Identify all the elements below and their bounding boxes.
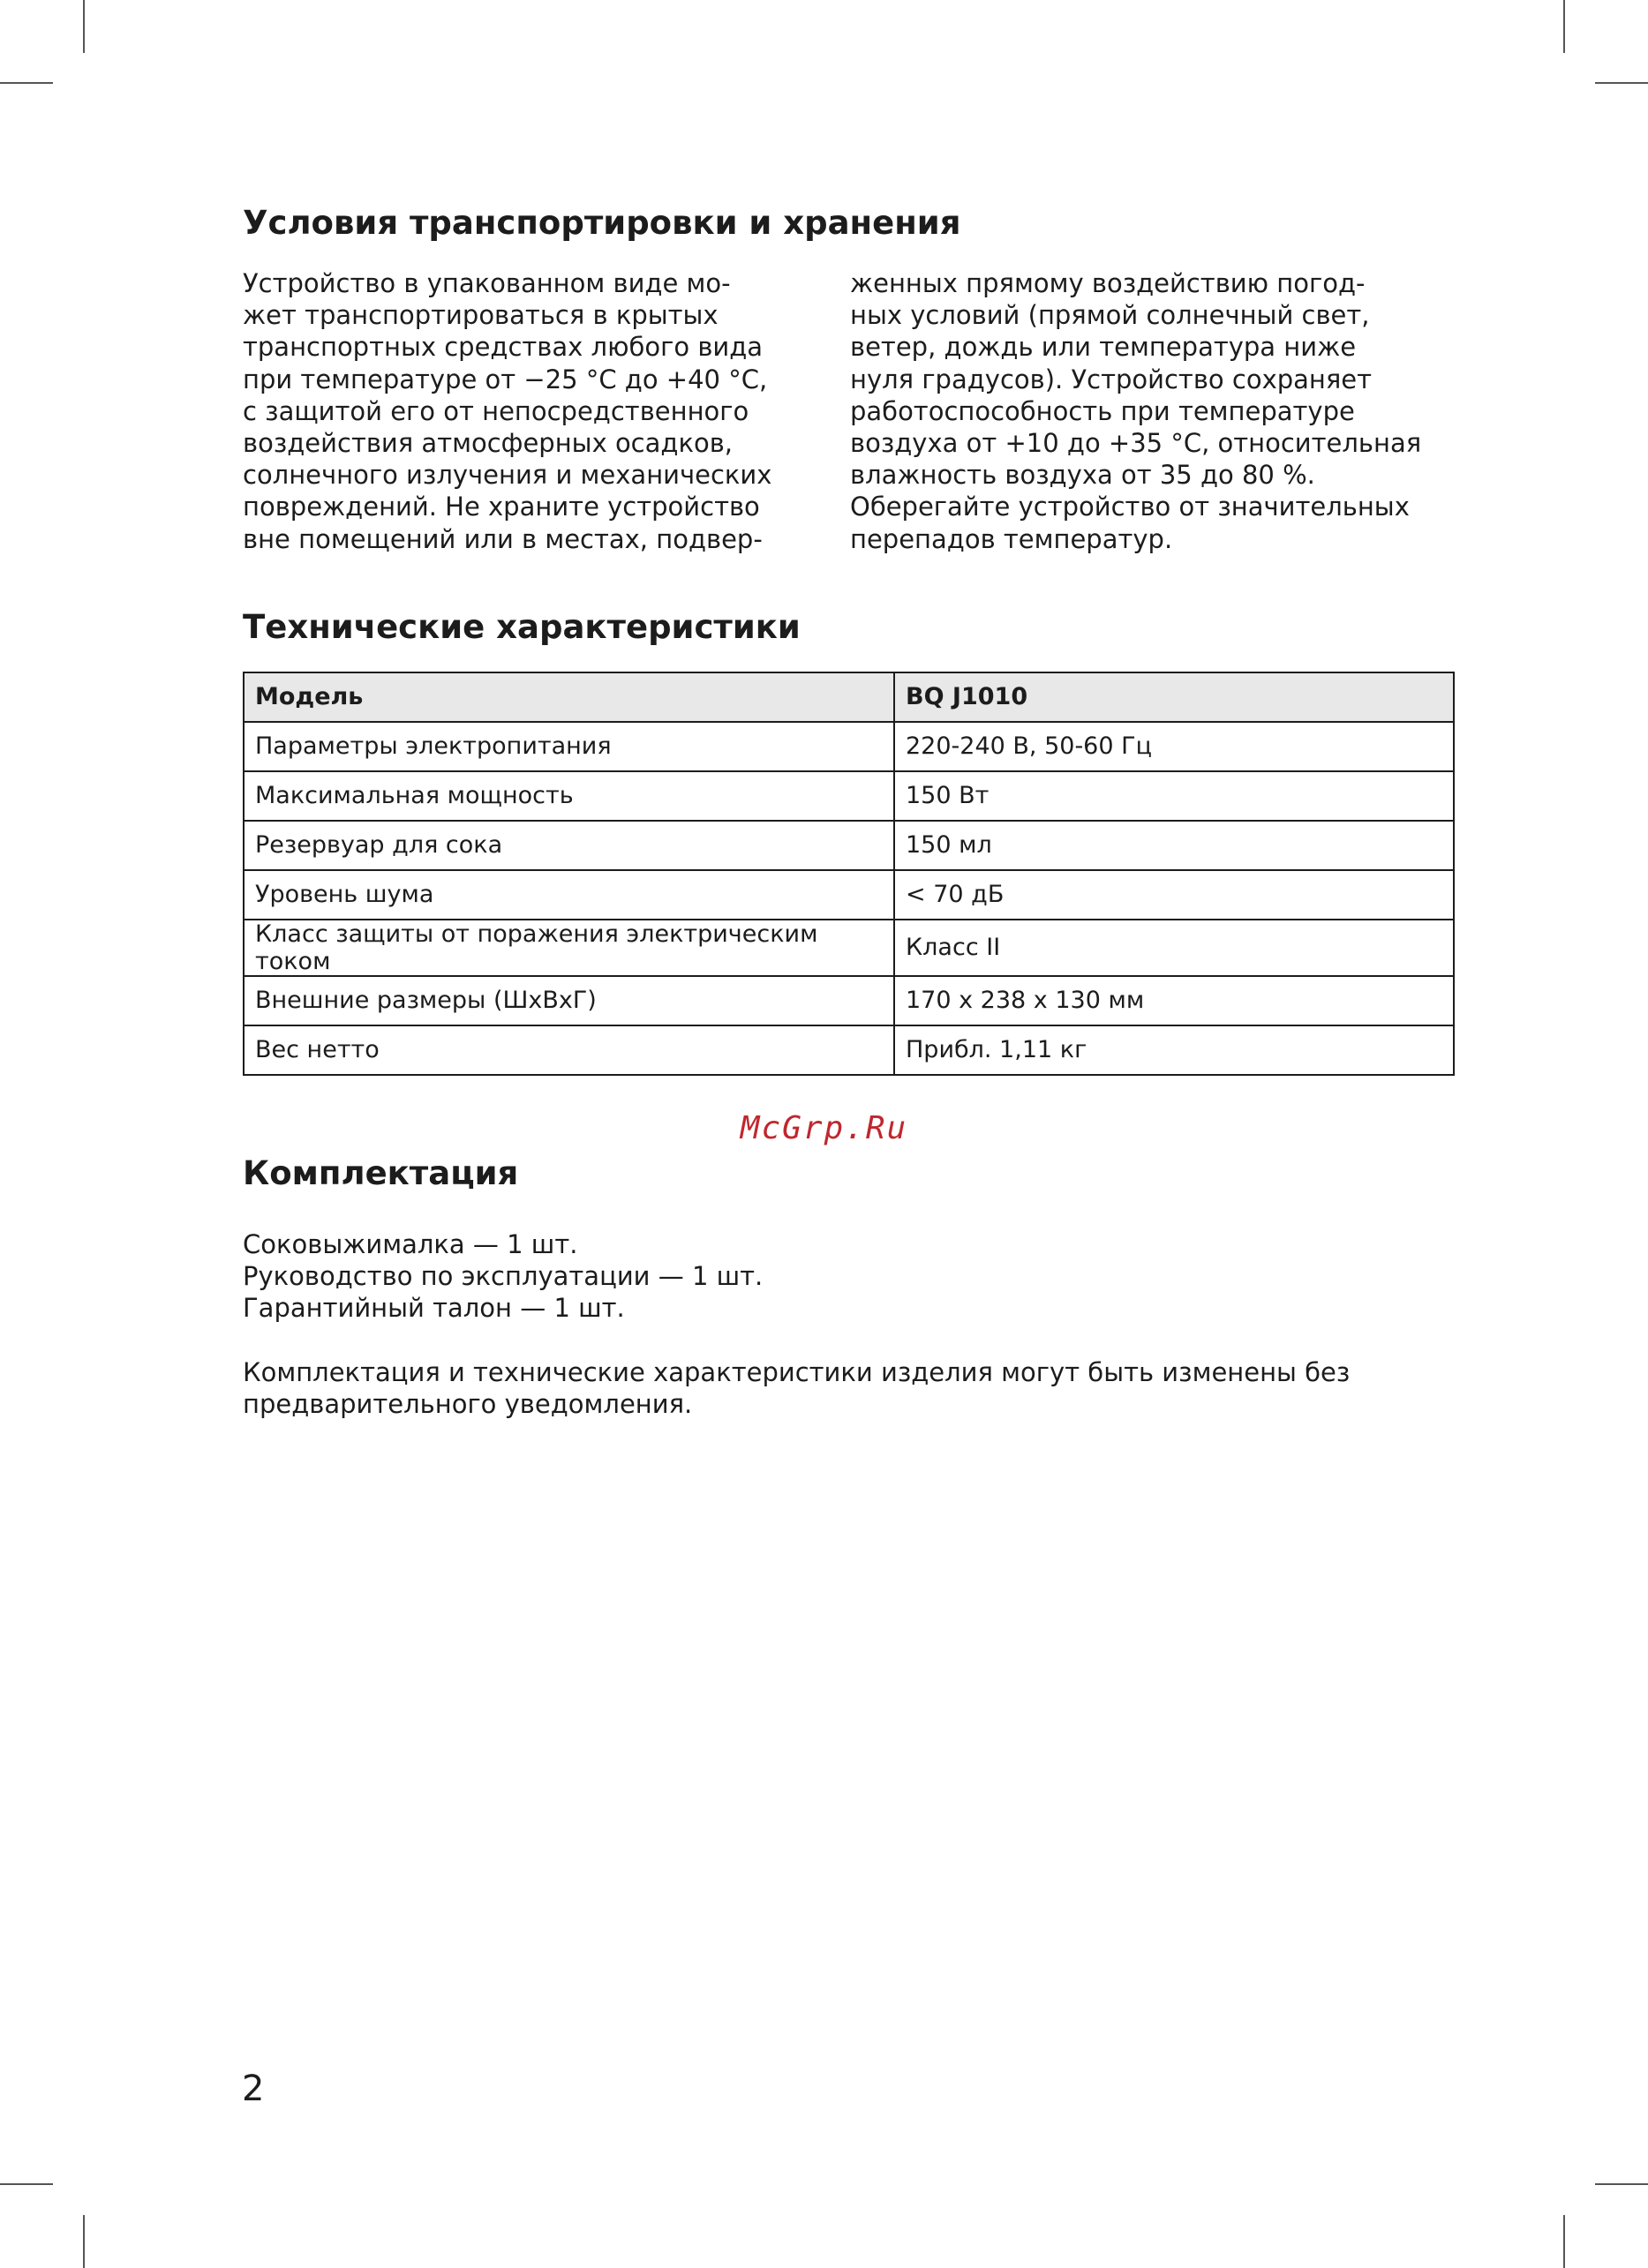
section-tech bbox=[243, 603, 1455, 1076]
kit-heading: Комплектация bbox=[243, 1154, 519, 1192]
spec-label: Внешние размеры (ШxВxГ) bbox=[244, 976, 894, 1025]
watermark: McGrp.Ru bbox=[740, 1110, 908, 1146]
table-row bbox=[244, 976, 1454, 1025]
spec-value: BQ J1010 bbox=[894, 672, 1454, 722]
tech-heading: Технические характеристики bbox=[243, 607, 801, 646]
transport-text-right: женных прямому воздействию погод- ных условий (прямой солнечный свет, ветер, дождь или температура ниже нуля градусов). Устройство сохраняет работоспособность при температуре воздуха от +10 до +35 °C, относительная влажность воздуха от 35 до 80 %. Оберегайте устройство от значительных перепадов температур. bbox=[850, 268, 1422, 554]
crop-mark bbox=[1563, 0, 1565, 53]
spec-label: Максимальная мощность bbox=[244, 771, 894, 821]
spec-label: Класс защиты от поражения электрическим током bbox=[244, 920, 894, 976]
crop-mark bbox=[1595, 2183, 1648, 2185]
spec-label: Уровень шума bbox=[244, 870, 894, 920]
spec-value: 150 Вт bbox=[894, 771, 1454, 821]
spec-value: Прибл. 1,11 кг bbox=[894, 1025, 1454, 1075]
table-row bbox=[244, 1025, 1454, 1075]
crop-mark bbox=[1563, 2215, 1565, 2268]
table-row bbox=[244, 920, 1454, 976]
crop-mark bbox=[1595, 82, 1648, 84]
spec-value: 220-240 В, 50-60 Гц bbox=[894, 722, 1454, 771]
table-row bbox=[244, 870, 1454, 920]
crop-mark bbox=[0, 2183, 53, 2185]
transport-columns bbox=[243, 267, 1455, 555]
table-header-row bbox=[244, 672, 1454, 722]
spec-table bbox=[243, 672, 1455, 1076]
spec-label: Резервуар для сока bbox=[244, 821, 894, 870]
spec-value: Класс II bbox=[894, 920, 1454, 976]
spec-value: 170 x 238 x 130 мм bbox=[894, 976, 1454, 1025]
spec-label: Вес нетто bbox=[244, 1025, 894, 1075]
crop-mark bbox=[83, 0, 85, 53]
table-row bbox=[244, 821, 1454, 870]
crop-mark bbox=[0, 82, 53, 84]
page-number: 2 bbox=[242, 2069, 265, 2109]
table-row bbox=[244, 722, 1454, 771]
section-kit bbox=[243, 1149, 1455, 1420]
spec-value: 150 мл bbox=[894, 821, 1454, 870]
table-row bbox=[244, 771, 1454, 821]
kit-list: Соковыжималка — 1 шт. Руководство по эксплуатации — 1 шт. Гарантийный талон — 1 шт. bbox=[243, 1229, 764, 1324]
page-content bbox=[243, 199, 1455, 1076]
spec-label: Модель bbox=[244, 672, 894, 722]
section-transport bbox=[243, 199, 1455, 555]
kit-note: Комплектация и технические характеристики изделия могут быть изменены без предварительного уведомления. bbox=[243, 1356, 1351, 1419]
transport-text-left: Устройство в упакованном виде мо- жет транспортироваться в крытых транспортных средствах любого вида при температуре от −25 °C до +40 °C, с защитой его от непосредственного воздействия атмосферных осадков, солнечного излучения и механических повреждений. Не храните устройство вне помещений или в местах, подвер- bbox=[243, 268, 772, 554]
spec-value: < 70 дБ bbox=[894, 870, 1454, 920]
crop-mark bbox=[83, 2215, 85, 2268]
transport-heading: Условия транспортировки и хранения bbox=[243, 204, 961, 242]
spec-label: Параметры электропитания bbox=[244, 722, 894, 771]
